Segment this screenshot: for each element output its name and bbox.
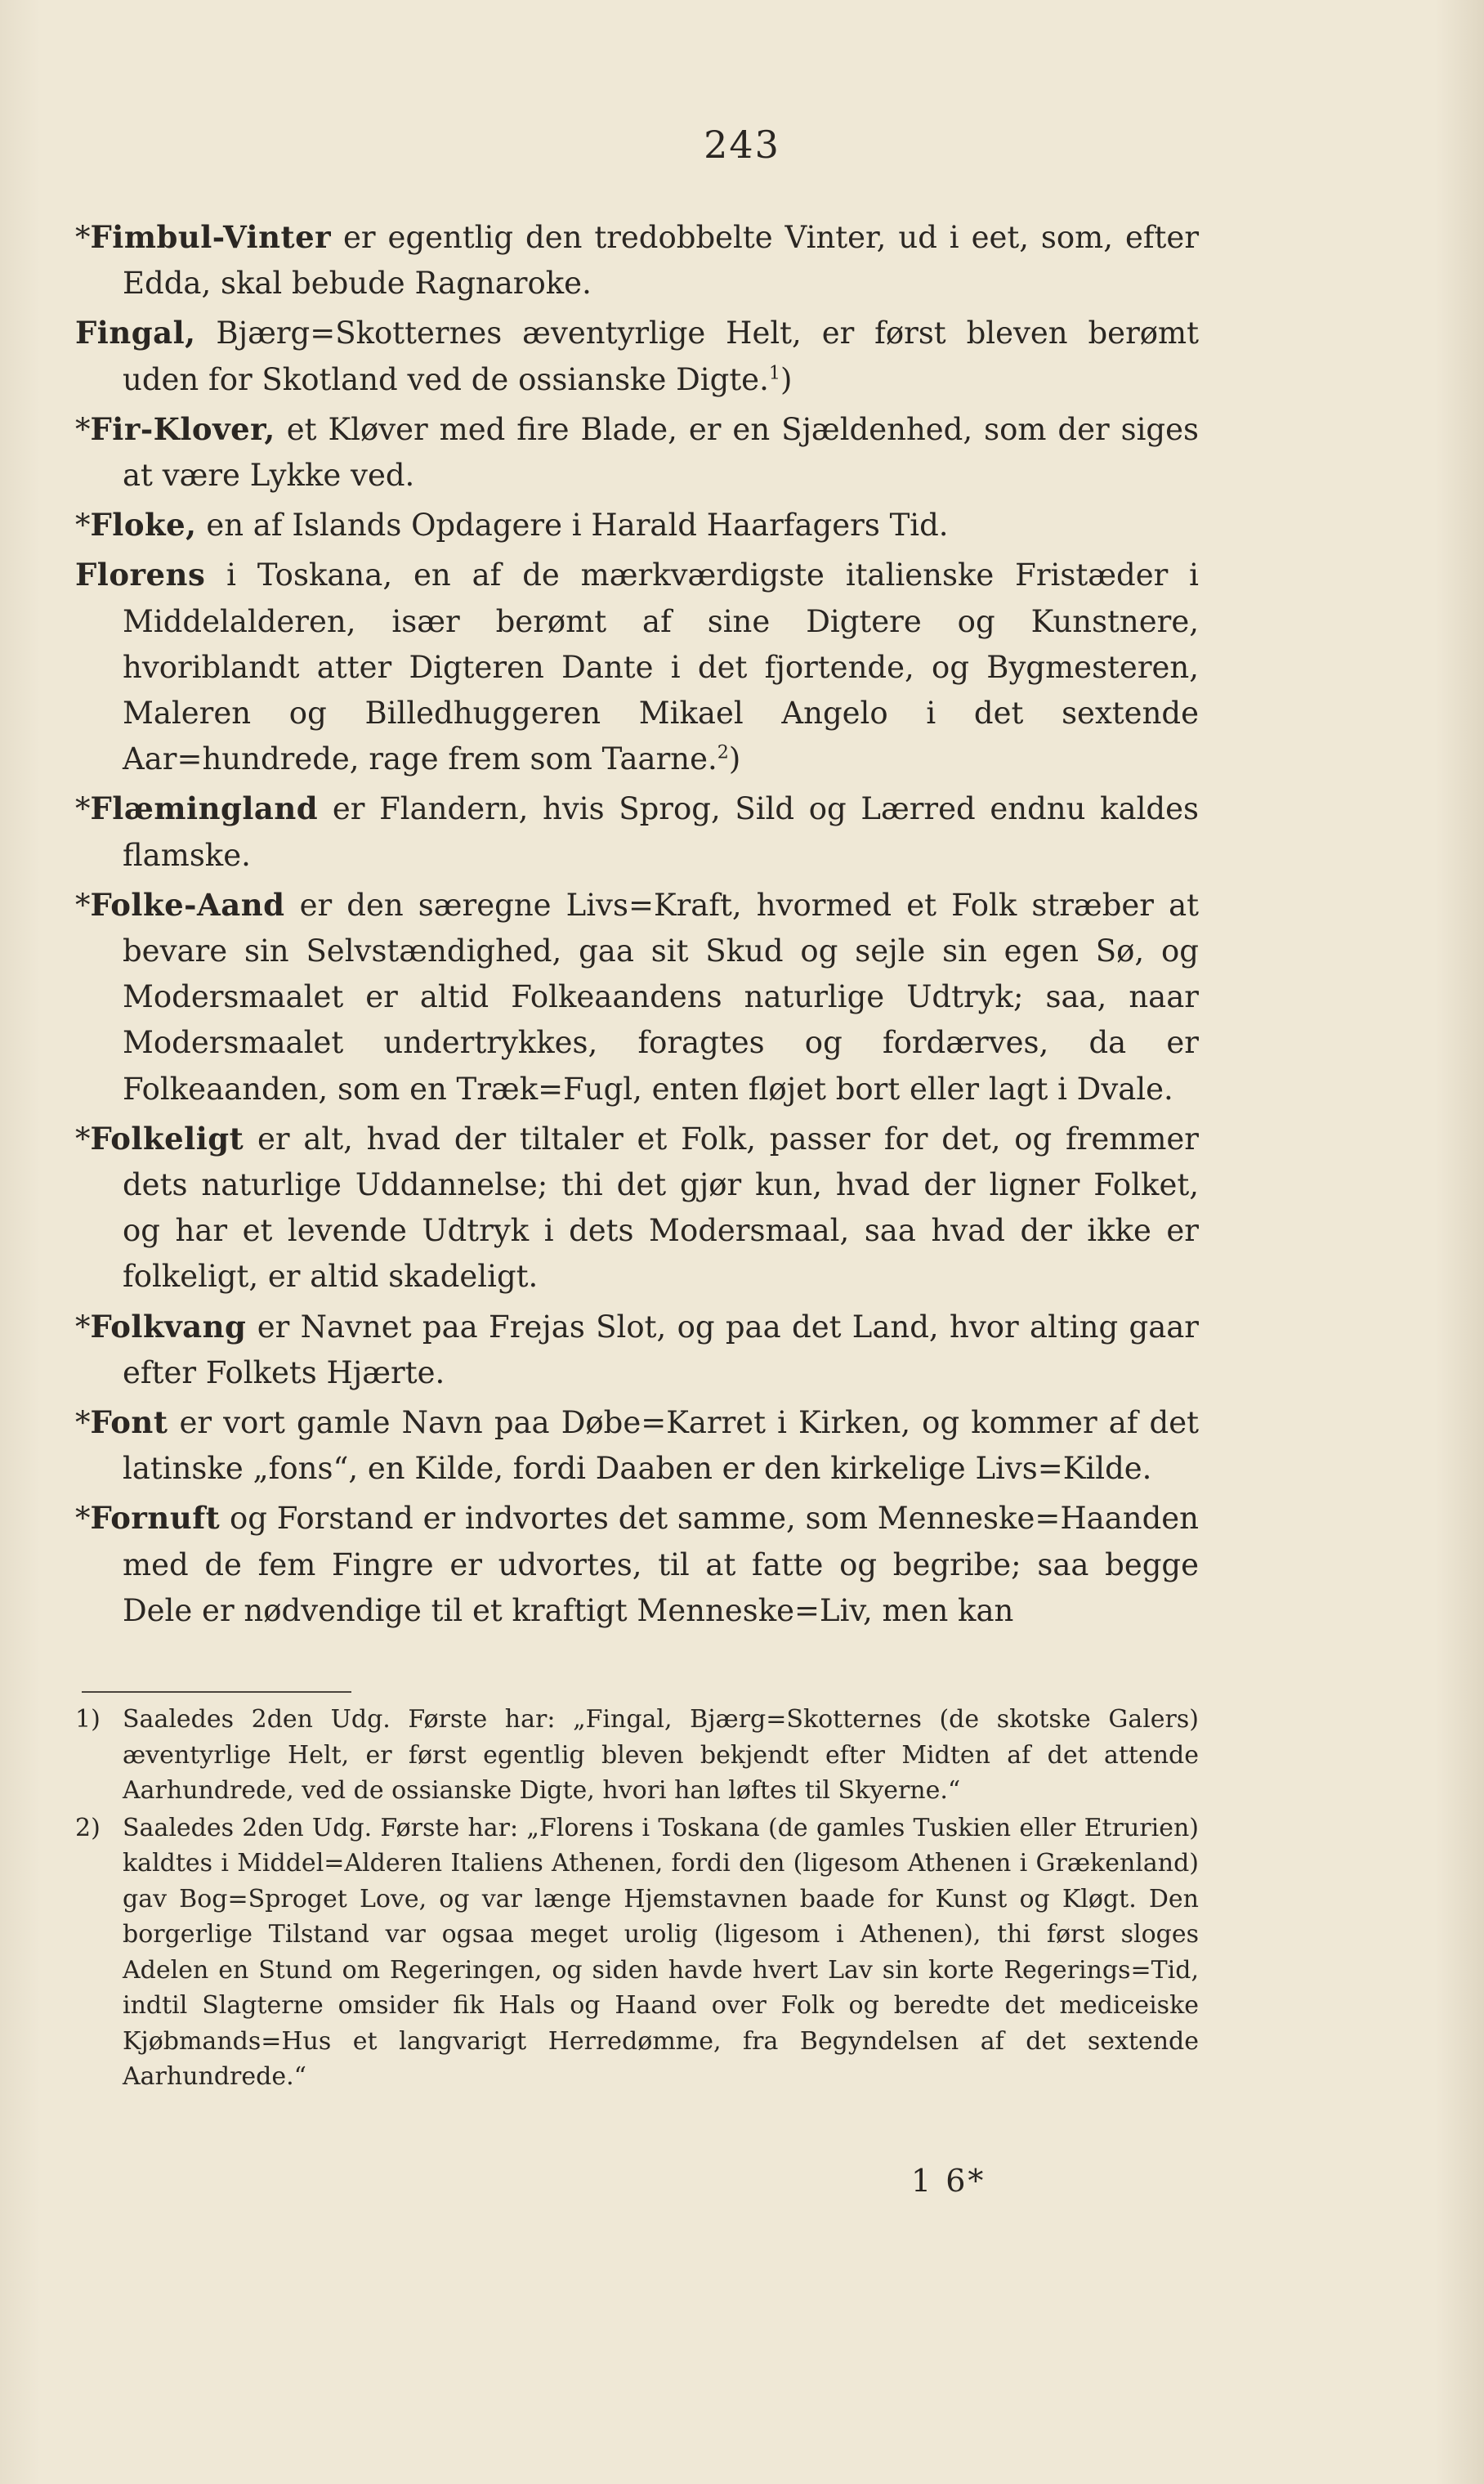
- entry-text: er vort gamle Navn paa Døbe=Karret i Kirken, og kommer af det latinske „fons“, en Kilde, fordi Daaben er den kirkelige Livs=Kilde.: [123, 1405, 1199, 1487]
- entry-text: og Forstand er indvortes det samme, som Menneske=Haanden med de fem Fingre er udvortes, til at fatte og begribe; saa begge Dele er nødvendige til et kraftigt Menneske=Liv, men kan: [123, 1501, 1199, 1628]
- footnotes: [75, 1702, 1199, 2097]
- entry-text: Bjærg=Skotternes æventyrlige Helt, er først bleven berømt uden for Skotland ved de ossianske Digte.: [123, 316, 1199, 397]
- entry: [75, 785, 1199, 878]
- entry: [75, 214, 1199, 307]
- footnote-mark: 1): [75, 1705, 101, 1734]
- entry: [75, 882, 1199, 1112]
- footnote: [75, 1810, 1199, 2095]
- entry-headword: Floke,: [90, 507, 197, 544]
- entry-headword: Font: [90, 1404, 168, 1441]
- entry-headword: Folke-Aand: [90, 886, 285, 923]
- entry-headword: Florens: [75, 557, 206, 593]
- footnote-ref: 2: [717, 741, 729, 763]
- footnote-mark: 2): [75, 1813, 101, 1842]
- entry-text: i Toskana, en af de mærkværdigste italienske Fristæder i Middelalderen, især berømt af sine Digtere og Kunstnere, hvoriblandt atter Digteren Dante i det fjortende, og Bygmesteren, Maleren og Billedhuggeren Mikael Angelo i det sextende Aar=hundrede, rage frem som Taarne.: [123, 557, 1199, 777]
- entry: [75, 310, 1199, 402]
- entry: [75, 1304, 1199, 1396]
- entry-headword: Folkvang: [90, 1308, 247, 1345]
- page-number: 243: [704, 123, 780, 167]
- entry-text: er egentlig den tredobbelte Vinter, ud i eet, som, efter Edda, skal bebude Ragnaroke.: [123, 220, 1199, 302]
- entry-text: er alt, hvad der tiltaler et Folk, passer for det, og fremmer dets naturlige Uddannelse; thi det gjør kun, hvad der ligner Folket, og har et levende Udtryk i dets Modersmaal, saa hvad der ikke er folkeligt, er altid skadeligt.: [123, 1121, 1199, 1295]
- footnote-text: Saaledes 2den Udg. Første har: „Florens i Toskana (de gamles Tuskien eller Etrurien) kaldtes i Middel=Alderen Italiens Athenen, fordi den (ligesom Athenen i Grækenland) gav Bog=Sproget Love, og var længe Hjemstavnen baade for Kunst og Kløgt. Den borgerlige Tilstand var ogsaa meget urolig (ligesom i Athenen), thi først sloges Adelen en Stund om Regeringen, og siden havde hvert Lav sin korte Regerings=Tid, indtil Slagterne omsider fik Hals og Haand over Folk og beredte det mediceiske Kjøbmands=Hus et langvarigt Herredømme, fra Begyndelsen af det sextende Aarhundrede.“: [123, 1813, 1199, 2091]
- entry-headword: Folkeligt: [90, 1120, 244, 1157]
- entry-star: *: [75, 508, 91, 544]
- entry: [75, 406, 1199, 499]
- entry-star: *: [75, 791, 91, 827]
- entry: [75, 1399, 1199, 1492]
- entry-headword: Fingal,: [75, 315, 196, 351]
- entry-star: *: [75, 1309, 91, 1345]
- entry: [75, 552, 1199, 782]
- entry-text: en af Islands Opdagere i Harald Haarfagers Tid.: [196, 508, 949, 544]
- entry-headword: Flæmingland: [90, 790, 319, 827]
- entry-star: *: [75, 1121, 91, 1157]
- footnote-text: Saaledes 2den Udg. Første har: „Fingal, Bjærg=Skotternes (de skotske Galers) æventyrlige Helt, er først egentlig bleven bekjendt efter Midten af det attende Aarhundrede, ved de ossianske Digte, hvori han løftes til Skyerne.“: [123, 1705, 1199, 1805]
- entry-star: *: [75, 1405, 91, 1441]
- entry: [75, 502, 1199, 548]
- dictionary-entries: [75, 214, 1199, 1637]
- entry-headword: Fimbul-Vinter: [90, 219, 332, 255]
- entry: [75, 1116, 1199, 1300]
- entry-text: et Kløver med fire Blade, er en Sjældenhed, som der siges at være Lykke ved.: [123, 411, 1199, 494]
- entry-text: er Flandern, hvis Sprog, Sild og Lærred endnu kaldes flamske.: [123, 791, 1199, 873]
- entry: [75, 1495, 1199, 1634]
- entry-text: er den særegne Livs=Kraft, hvormed et Folk stræber at bevare sin Selvstændighed, gaa sit Skud og sejle sin egen Sø, og Modersmaalet er altid Folkeaandens naturlige Udtryk; saa, naar Modersmaalet undertrykkes, foragtes og fordærves, da er Folkeaanden, som en Træk=Fugl, enten fløjet bort eller lagt i Dvale.: [123, 887, 1199, 1107]
- entry-text: er Navnet paa Frejas Slot, og paa det Land, hvor alting gaar efter Folkets Hjærte.: [123, 1309, 1199, 1390]
- entry-star: *: [75, 220, 91, 255]
- footnote-rule: [82, 1691, 351, 1693]
- entry-star: *: [75, 1501, 91, 1537]
- entry-headword: Fir-Klover,: [90, 410, 275, 447]
- entry-star: *: [75, 411, 91, 447]
- footnote-ref-paren: ): [728, 741, 741, 777]
- footnote: [75, 1702, 1199, 1809]
- entry-headword: Fornuft: [90, 1500, 221, 1537]
- signature-mark: 1 6*: [911, 2163, 986, 2199]
- footnote-ref-paren: ): [780, 361, 793, 397]
- footnote-ref: 1: [768, 362, 780, 384]
- entry-star: *: [75, 887, 91, 923]
